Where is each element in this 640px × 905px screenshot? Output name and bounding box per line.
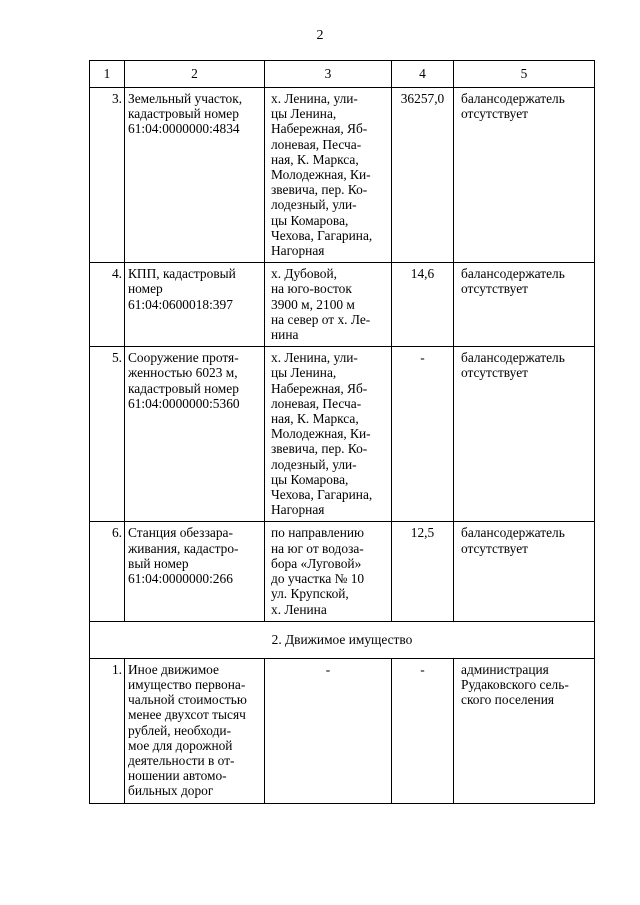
text-line: Молодежная, Ки-	[271, 426, 371, 442]
text-line: балансодержатель	[461, 91, 565, 106]
column-header: 2	[125, 61, 265, 88]
text-line: лоневая, Песча-	[271, 395, 362, 411]
table-row	[90, 263, 595, 347]
text-line: звевича, пер. Ко-	[271, 441, 368, 457]
text-line: 3900 м, 2100 м	[271, 296, 355, 312]
text-line: нина	[271, 327, 299, 343]
text-line: Станция обеззара-	[128, 525, 233, 541]
text-line: Иное движимое	[128, 661, 219, 677]
text-line: деятельности в от-	[128, 752, 235, 768]
column-header: 4	[392, 61, 454, 88]
balance-holder-cell	[454, 88, 595, 263]
text-line: менее двухсот тысяч	[128, 707, 246, 723]
text-line: цы Комарова,	[271, 212, 349, 228]
page-number: 2	[316, 28, 324, 43]
balance-holder-cell	[454, 522, 595, 621]
property-name-cell	[125, 88, 265, 263]
text-line: х. Ленина, ули-	[271, 350, 358, 366]
text-line: на юго-восток	[271, 281, 352, 297]
text-line: отсутствует	[461, 106, 528, 122]
text-line: по направлению	[271, 525, 365, 541]
text-line: 61:04:0600018:397	[128, 296, 233, 312]
text-line: балансодержатель	[461, 350, 565, 366]
area-cell: -	[392, 658, 454, 803]
text-line: живания, кадастро-	[128, 540, 239, 556]
address-cell: -	[265, 658, 392, 803]
text-line: 61:04:0000000:5360	[128, 395, 240, 411]
text-line: лодезный, ули-	[271, 456, 357, 472]
text-line: Сооружение протя-	[128, 350, 239, 366]
text-line: лодезный, ули-	[271, 197, 357, 213]
text-line: цы Ленина,	[271, 365, 337, 381]
text-line: вый номер	[128, 555, 189, 571]
balance-holder-cell	[454, 658, 595, 803]
text-line: Нагорная	[271, 243, 325, 259]
area-cell: -	[392, 347, 454, 522]
area-cell: 36257,0	[392, 88, 454, 263]
text-line: имущество первона-	[128, 676, 246, 692]
text-line: Рудаковского сель-	[461, 676, 569, 692]
row-number: 4.	[90, 263, 125, 347]
table-row	[90, 522, 595, 621]
text-line: кадастровый номер	[128, 380, 239, 396]
property-name-cell	[125, 347, 265, 522]
text-line: ная, К. Маркса,	[271, 411, 359, 427]
row-number: 1.	[90, 658, 125, 803]
column-number-row	[90, 61, 595, 88]
address-cell	[265, 263, 392, 347]
property-name-cell	[125, 522, 265, 621]
text-line: отсутствует	[461, 281, 528, 297]
text-line: ского поселения	[461, 692, 555, 708]
text-line: ная, К. Маркса,	[271, 151, 359, 167]
text-line: КПП, кадастровый	[128, 266, 236, 282]
text-line: номер	[128, 281, 163, 297]
movable-rows	[90, 658, 595, 803]
column-header: 5	[454, 61, 595, 88]
property-name-cell	[125, 658, 265, 803]
text-line: Молодежная, Ки-	[271, 167, 371, 183]
real-estate-rows	[90, 88, 595, 622]
section-title: 2. Движимое имущество	[90, 621, 595, 658]
text-line: ношении автомо-	[128, 768, 227, 784]
table-row	[90, 88, 595, 263]
table-row	[90, 347, 595, 522]
text-line: лоневая, Песча-	[271, 136, 362, 152]
text-line: Чехова, Гагарина,	[271, 227, 373, 243]
address-cell	[265, 522, 392, 621]
text-line: до участка № 10	[271, 571, 365, 587]
text-line: мое для дорожной	[128, 737, 233, 753]
address-cell	[265, 347, 392, 522]
property-name-cell	[125, 263, 265, 347]
text-line: цы Комарова,	[271, 471, 349, 487]
text-line: Чехова, Гагарина,	[271, 487, 373, 503]
text-line: 61:04:0000000:4834	[128, 121, 240, 137]
row-number: 6.	[90, 522, 125, 621]
text-line: на юг от водоза-	[271, 540, 364, 556]
text-line: балансодержатель	[461, 525, 565, 541]
text-line: х. Ленина	[271, 601, 327, 617]
text-line: женностью 6023 м,	[128, 365, 238, 381]
text-line: администрация	[461, 661, 549, 677]
text-line: Набережная, Яб-	[271, 121, 368, 137]
text-line: х. Ленина, ули-	[271, 91, 358, 106]
text-line: 61:04:0000000:266	[128, 571, 233, 587]
column-header: 3	[265, 61, 392, 88]
text-line: чальной стоимостью	[128, 692, 247, 708]
text-line: рублей, необходи-	[128, 722, 232, 738]
row-number: 5.	[90, 347, 125, 522]
text-line: Земельный участок,	[128, 91, 243, 106]
text-line: отсутствует	[461, 540, 528, 556]
balance-holder-cell	[454, 263, 595, 347]
table-row	[90, 658, 595, 803]
text-line: звевича, пер. Ко-	[271, 182, 368, 198]
column-header: 1	[90, 61, 125, 88]
text-line: Нагорная	[271, 502, 325, 518]
text-line: цы Ленина,	[271, 106, 337, 122]
text-line: на север от х. Ле-	[271, 311, 371, 327]
section-row	[90, 621, 595, 658]
text-line: балансодержатель	[461, 266, 565, 282]
text-line: отсутствует	[461, 365, 528, 381]
text-line: Набережная, Яб-	[271, 380, 368, 396]
balance-holder-cell	[454, 347, 595, 522]
row-number: 3.	[90, 88, 125, 263]
address-cell	[265, 88, 392, 263]
text-line: х. Дубовой,	[271, 266, 337, 282]
property-registry-table	[89, 60, 595, 804]
text-line: бора «Луговой»	[271, 555, 362, 571]
area-cell: 12,5	[392, 522, 454, 621]
area-cell: 14,6	[392, 263, 454, 347]
text-line: бильных дорог	[128, 783, 214, 799]
text-line: кадастровый номер	[128, 106, 239, 122]
text-line: ул. Крупской,	[271, 586, 349, 602]
